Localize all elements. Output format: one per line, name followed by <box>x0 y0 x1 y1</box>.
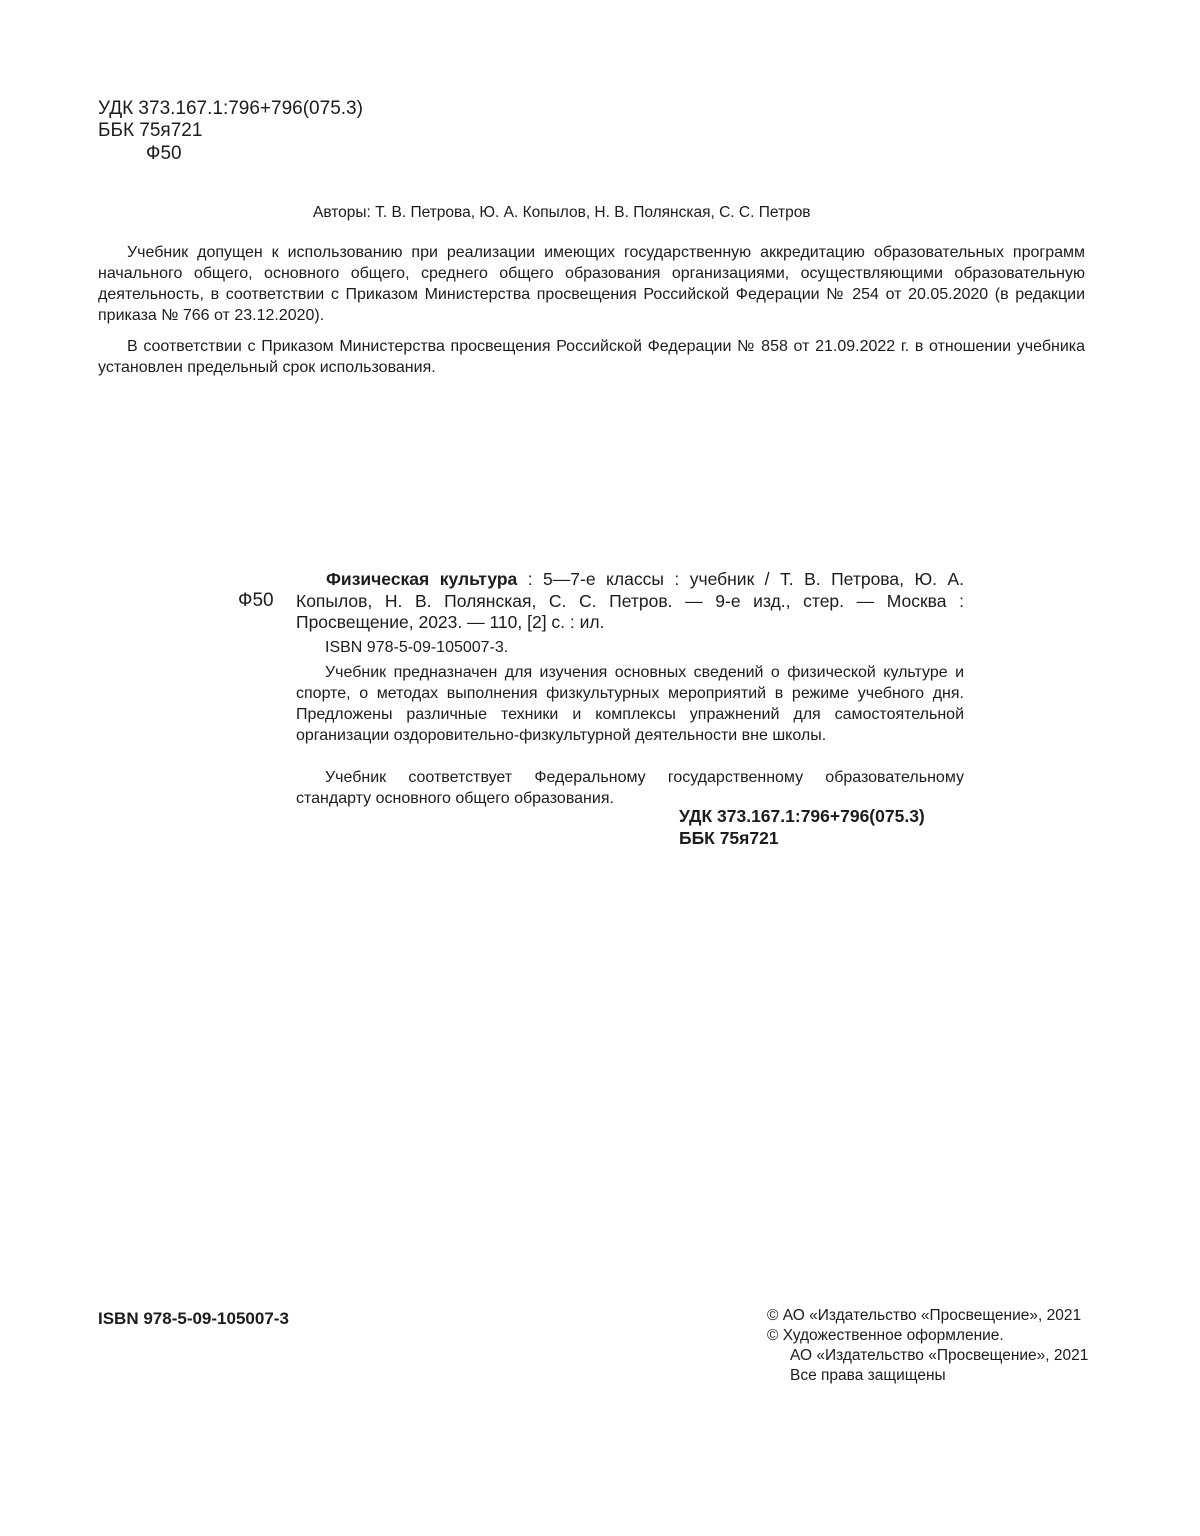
author-mark: Ф50 <box>146 143 182 164</box>
biblio-author-mark: Ф50 <box>238 590 274 611</box>
book-title: Физическая культура <box>326 569 518 589</box>
book-imprint: : 5—7-е классы : учебник / Т. В. Петрова, Ю. А. Копылов, Н. В. Полянская, С. С. Петров. — 9-е изд., стер. — Москва : Просвещение, 2023. — 110, [2] с. : ил. <box>296 569 965 632</box>
biblio-isbn: ISBN 978-5-09-105007-3. <box>325 639 509 656</box>
approval-paragraph: Учебник допущен к использованию при реализации имеющих государственную аккредитацию образовательных программ начального общего, основного общего, среднего общего образования организациями, осуществляющими образовательную деятельность, в соответствии с Приказом Министерства просвещения Российской Федерации № 254 от 20.05.2020 (в редакции приказа № 766 от 23.12.2020). <box>98 244 1085 324</box>
bbk-code: ББК 75я721 <box>98 120 203 141</box>
udk-code: УДК 373.167.1:796+796(075.3) <box>98 98 363 119</box>
biblio-bbk: ББК 75я721 <box>679 828 779 848</box>
annotation-2: Учебник соответствует Федеральному государственному образовательному стандарту основного общего образования. <box>296 769 964 807</box>
copyright-design: © Художественное оформление. <box>767 1327 1004 1344</box>
term-paragraph: В соответствии с Приказом Министерства просвещения Российской Федерации № 858 от 21.09.2022 г. в отношении учебника установлен предельный срок использования. <box>98 338 1085 376</box>
biblio-udk: УДК 373.167.1:796+796(075.3) <box>679 806 925 826</box>
copyright-publisher: © АО «Издательство «Просвещение», 2021 <box>767 1307 1082 1324</box>
footer-isbn: ISBN 978-5-09-105007-3 <box>98 1309 289 1328</box>
copyright-design-holder: АО «Издательство «Просвещение», 2021 <box>790 1347 1089 1364</box>
authors-line: Авторы: Т. В. Петрова, Ю. А. Копылов, Н. В. Полянская, С. С. Петров <box>313 204 811 221</box>
biblio-description <box>296 569 964 634</box>
all-rights-reserved: Все права защищены <box>790 1367 946 1384</box>
annotation-1: Учебник предназначен для изучения основных сведений о физической культуре и спорте, о методах выполнения физкультурных мероприятий в режиме учебного дня. Предложены различные техники и комплексы упражнений для самостоятельной организации оздоровительно-физкультурной деятельности вне школы. <box>296 664 964 744</box>
